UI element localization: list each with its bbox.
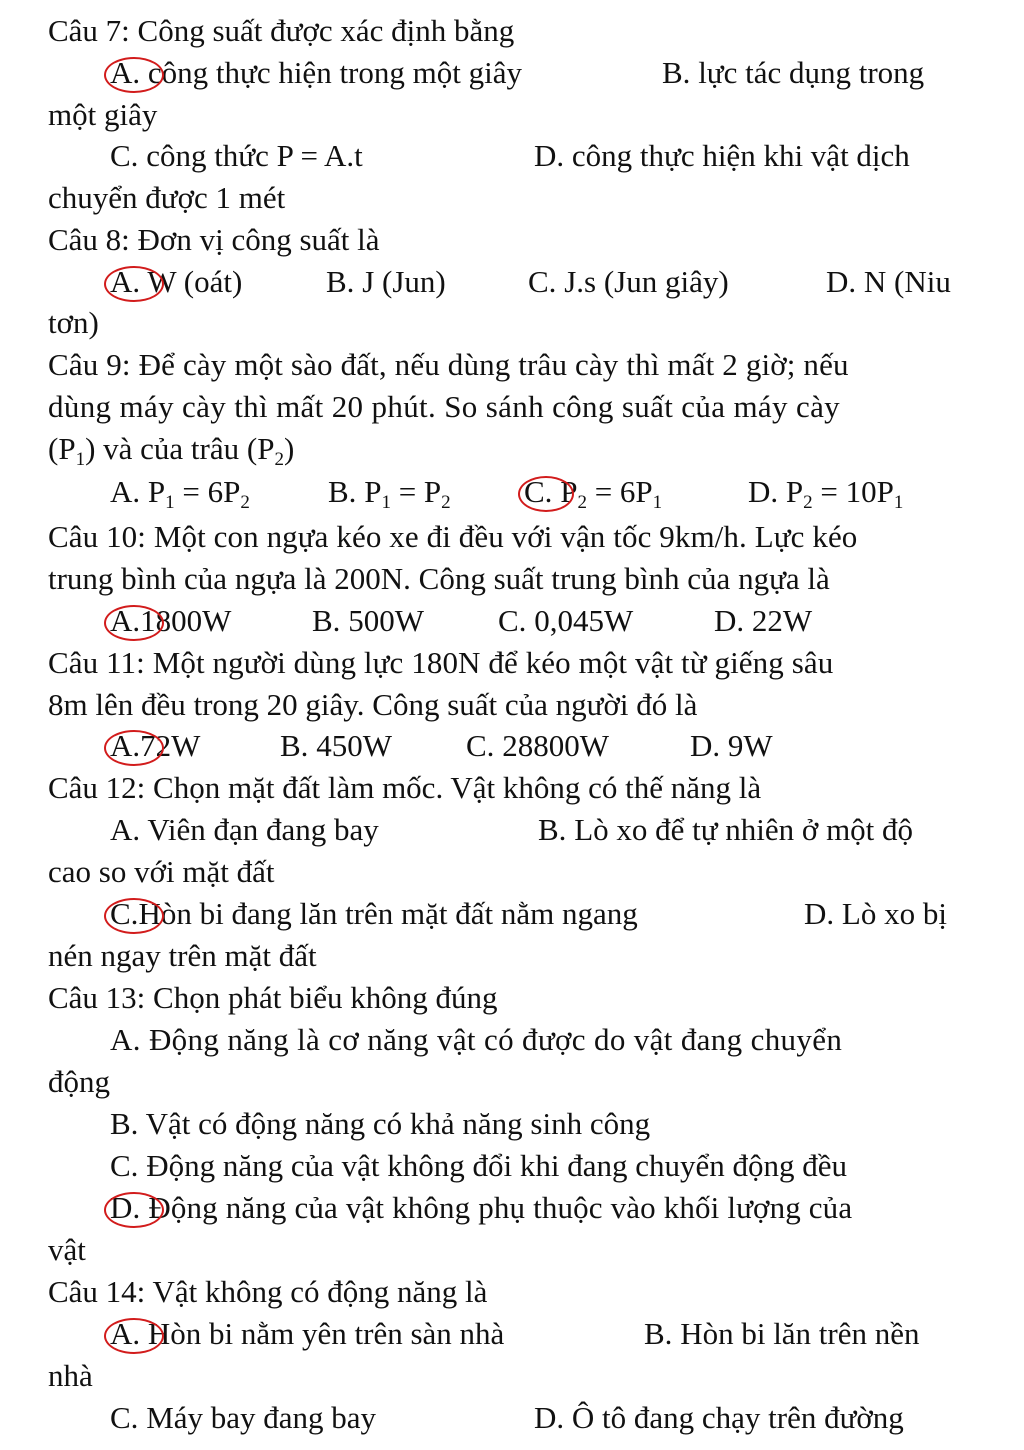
question-8-option-d-wrap: tơn) [48, 305, 99, 340]
question-12-option-a[interactable]: A. Viên đạn đang bay [110, 812, 379, 847]
question-8-option-a[interactable]: A. W (oát) [110, 264, 243, 299]
question-8-option-d[interactable]: D. N (Niu [826, 264, 951, 299]
question-11-option-a[interactable]: A.72W [110, 728, 201, 763]
question-11-stem-line-1: Câu 11: Một người dùng lực 180N để kéo một vật từ giếng sâu [48, 645, 834, 680]
answer-circle-mark: D. [110, 1190, 141, 1225]
question-7-options-row-2 [0, 137, 1024, 175]
question-14-option-b-wrap: nhà [48, 1358, 93, 1393]
question-11-option-d[interactable]: D. 9W [690, 728, 773, 763]
answer-circle-mark: C. [524, 474, 553, 509]
question-12-stem: Câu 12: Chọn mặt đất làm mốc. Vật không có thế năng là [48, 770, 762, 805]
question-7-stem: Câu 7: Công suất được xác định bằng [48, 13, 515, 48]
question-7-option-b-wrap: một giây [48, 97, 158, 132]
question-12-option-c[interactable]: C.Hòn bi đang lăn trên mặt đất nằm ngang [110, 896, 638, 931]
question-12-option-b[interactable]: B. Lò xo để tự nhiên ở một độ [538, 812, 914, 847]
question-9-option-d[interactable]: D. $P_2 = 10P_1$ [748, 474, 904, 513]
question-14-option-c[interactable]: C. Máy bay đang bay [110, 1400, 377, 1435]
question-7-option-c[interactable]: C. công thức P = A.t [110, 138, 363, 173]
question-7-option-a[interactable]: A. công thực hiện trong một giây [110, 55, 522, 90]
question-10-option-a[interactable]: A.1800W [110, 603, 232, 638]
question-7-options-row-1 [0, 54, 1024, 92]
question-13-option-d[interactable]: D. Động năng của vật không phụ thuộc vào khối lượng của [110, 1190, 853, 1225]
question-11-options-row [0, 727, 1024, 765]
question-7-option-b[interactable]: B. lực tác dụng trong [662, 55, 925, 90]
question-13-option-d-wrap: vật [48, 1232, 86, 1267]
question-10-stem-line-1: Câu 10: Một con ngựa kéo xe đi đều với vận tốc 9km/h. Lực kéo [48, 519, 858, 554]
question-14-options-row-2 [0, 1399, 1024, 1437]
cropped-previous-line [0, 0, 1024, 6]
question-9-stem-line-1: Câu 9: Để cày một sào đất, nếu dùng trâu cày thì mất 2 giờ; nếu [48, 347, 849, 382]
question-12-option-d-wrap: nén ngay trên mặt đất [48, 938, 317, 973]
question-9-options-row [0, 473, 1024, 511]
question-9-option-c[interactable]: C. $P_2 = 6P_1$ [524, 474, 663, 513]
question-10-stem-line-2: trung bình của ngựa là 200N. Công suất trung bình của ngựa là [48, 561, 830, 596]
question-14-options-row-1 [0, 1315, 1024, 1353]
question-9-option-b[interactable]: B. $P_1 = P_2$ [328, 474, 451, 513]
question-14-option-d[interactable]: D. Ô tô đang chạy trên đường [534, 1400, 904, 1435]
question-14-option-a[interactable]: A. Hòn bi nằm yên trên sàn nhà [110, 1316, 505, 1351]
question-8-stem: Câu 8: Đơn vị công suất là [48, 222, 380, 257]
question-12-option-d[interactable]: D. Lò xo bị [804, 896, 947, 931]
question-13-option-c[interactable]: C. Động năng của vật không đổi khi đang chuyển động đều [110, 1148, 847, 1183]
question-8-option-c[interactable]: C. J.s (Jun giây) [528, 264, 729, 299]
question-9-stem-line-2: dùng máy cày thì mất 20 phút. So sánh công suất của máy cày [48, 389, 841, 424]
question-14-stem: Câu 14: Vật không có động năng là [48, 1274, 488, 1309]
question-13-stem: Câu 13: Chọn phát biểu không đúng [48, 980, 498, 1015]
question-10-option-d[interactable]: D. 22W [714, 603, 813, 638]
question-13-option-a-wrap: động [48, 1064, 110, 1099]
cropped-next-line [0, 1434, 1024, 1450]
question-9-option-a[interactable]: A. $P_1 = 6P_2$ [110, 474, 250, 513]
question-11-stem-line-2: 8m lên đều trong 20 giây. Công suất của người đó là [48, 687, 698, 722]
question-12-options-row-2 [0, 895, 1024, 933]
answer-circle-mark: A. [110, 728, 141, 763]
question-8-options-row [0, 263, 1024, 301]
question-13-option-b[interactable]: B. Vật có động năng có khả năng sinh công [110, 1106, 651, 1141]
question-7-option-d-wrap: chuyển được 1 mét [48, 180, 286, 215]
question-12-option-b-wrap: cao so với mặt đất [48, 854, 275, 889]
answer-circle-mark: A. [110, 55, 141, 90]
question-10-option-b[interactable]: B. 500W [312, 603, 424, 638]
question-9-stem-line-3: $(P_1)$ và của trâu $(P_2)$ [48, 431, 295, 470]
question-13-option-a[interactable]: A. Động năng là cơ năng vật có được do vật đang chuyển [110, 1022, 843, 1057]
answer-circle-mark: A. [110, 264, 141, 299]
question-11-option-b[interactable]: B. 450W [280, 728, 392, 763]
question-7-option-d[interactable]: D. công thực hiện khi vật dịch [534, 138, 910, 173]
question-11-option-c[interactable]: C. 28800W [466, 728, 609, 763]
question-10-option-c[interactable]: C. 0,045W [498, 603, 634, 638]
answer-circle-mark: A. [110, 1316, 141, 1351]
question-8-option-b[interactable]: B. J (Jun) [326, 264, 446, 299]
question-14-option-b[interactable]: B. Hòn bi lăn trên nền [644, 1316, 920, 1351]
answer-circle-mark: C. [110, 896, 139, 931]
answer-circle-mark: A. [110, 603, 141, 638]
question-10-options-row [0, 602, 1024, 640]
question-12-options-row-1 [0, 811, 1024, 849]
